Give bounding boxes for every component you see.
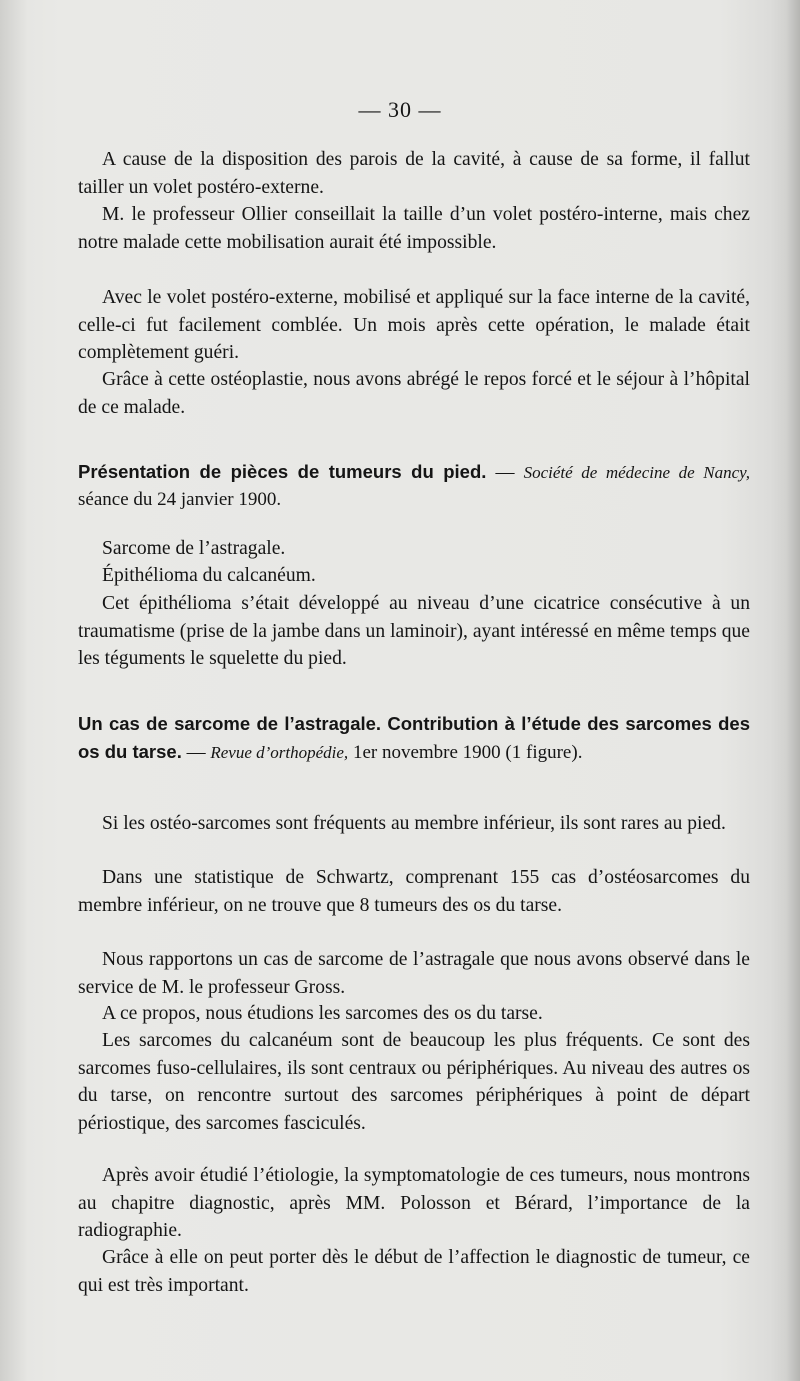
paragraph: Grâce à cette ostéoplastie, nous avons abrégé le repos forcé et le séjour à l’hôpital de ce malade. — [78, 369, 750, 418]
publication-details: séance du 24 janvier 1900. — [78, 489, 282, 510]
section-heading-1 — [78, 458, 750, 513]
paragraph: Après avoir étudié l’étiologie, la symptomatologie de ces tumeurs, nous montrons au chapitre diagnostic, après MM. Polosson et Bérard, l’importance de la radiographie. — [78, 1165, 750, 1241]
heading-dash: — — [181, 742, 211, 763]
paragraph: Nous rapportons un cas de sarcome de l’astragale que nous avons observé dans le service de M. le professeur Gross. — [78, 949, 750, 998]
section-title: Présentation de pièces de tumeurs du pied. — [78, 461, 487, 482]
paragraph: Grâce à elle on peut porter dès le début de l’affection le diagnostic de tumeur, ce qui est très important. — [78, 1247, 750, 1296]
journal-name: Société de médecine de Nancy, — [523, 463, 750, 482]
paragraph: Sarcome de l’astragale. — [102, 538, 286, 559]
page-number: — 30 — — [358, 97, 442, 122]
paragraph: A ce propos, nous étudions les sarcomes des os du tarse. — [102, 1003, 543, 1024]
paragraph: Les sarcomes du calcanéum sont de beaucoup les plus fréquents. Ce sont des sarcomes fuso-cellulaires, ils sont centraux ou périphériques. Au niveau des autres os du tarse, on rencontre surtout des sarcomes périphériques à point de départ périostique, des sarcomes fasciculés. — [78, 1030, 750, 1134]
heading-dash: — — [486, 462, 524, 483]
paragraph: M. le professeur Ollier conseillait la taille d’un volet postéro-interne, mais chez notre malade cette mobilisation aurait été impossible. — [78, 204, 750, 253]
page-edge-shadow — [786, 0, 800, 1381]
journal-name: Revue d’orthopédie, — [210, 743, 349, 762]
paragraph: Épithélioma du calcanéum. — [102, 565, 316, 586]
paragraph: Dans une statistique de Schwartz, comprenant 155 cas d’ostéosarcomes du membre inférieur, on ne trouve que 8 tumeurs des os du tarse. — [78, 867, 750, 916]
paragraph: Avec le volet postéro-externe, mobilisé et appliqué sur la face interne de la cavité, celle-ci fut facilement comblée. Un mois après cette opération, le malade était complètement guéri. — [78, 287, 750, 363]
section-heading-2 — [78, 710, 750, 766]
paragraph: Cet épithélioma s’était développé au niveau d’une cicatrice consécutive à un traumatisme (prise de la jambe dans un laminoir), ayant intéressé en même temps que les téguments le squelette du pied. — [78, 593, 750, 669]
section-title: Un cas de sarcome de l’astragale. Contribution à l’étude des sarcomes des os du tarse. — [78, 713, 750, 762]
publication-details: 1er novembre 1900 (1 figure). — [348, 742, 583, 763]
paragraph: Si les ostéo-sarcomes sont fréquents au membre inférieur, ils sont rares au pied. — [102, 813, 726, 834]
paragraph: A cause de la disposition des parois de la cavité, à cause de sa forme, il fallut tailler un volet postéro-externe. — [78, 149, 750, 198]
